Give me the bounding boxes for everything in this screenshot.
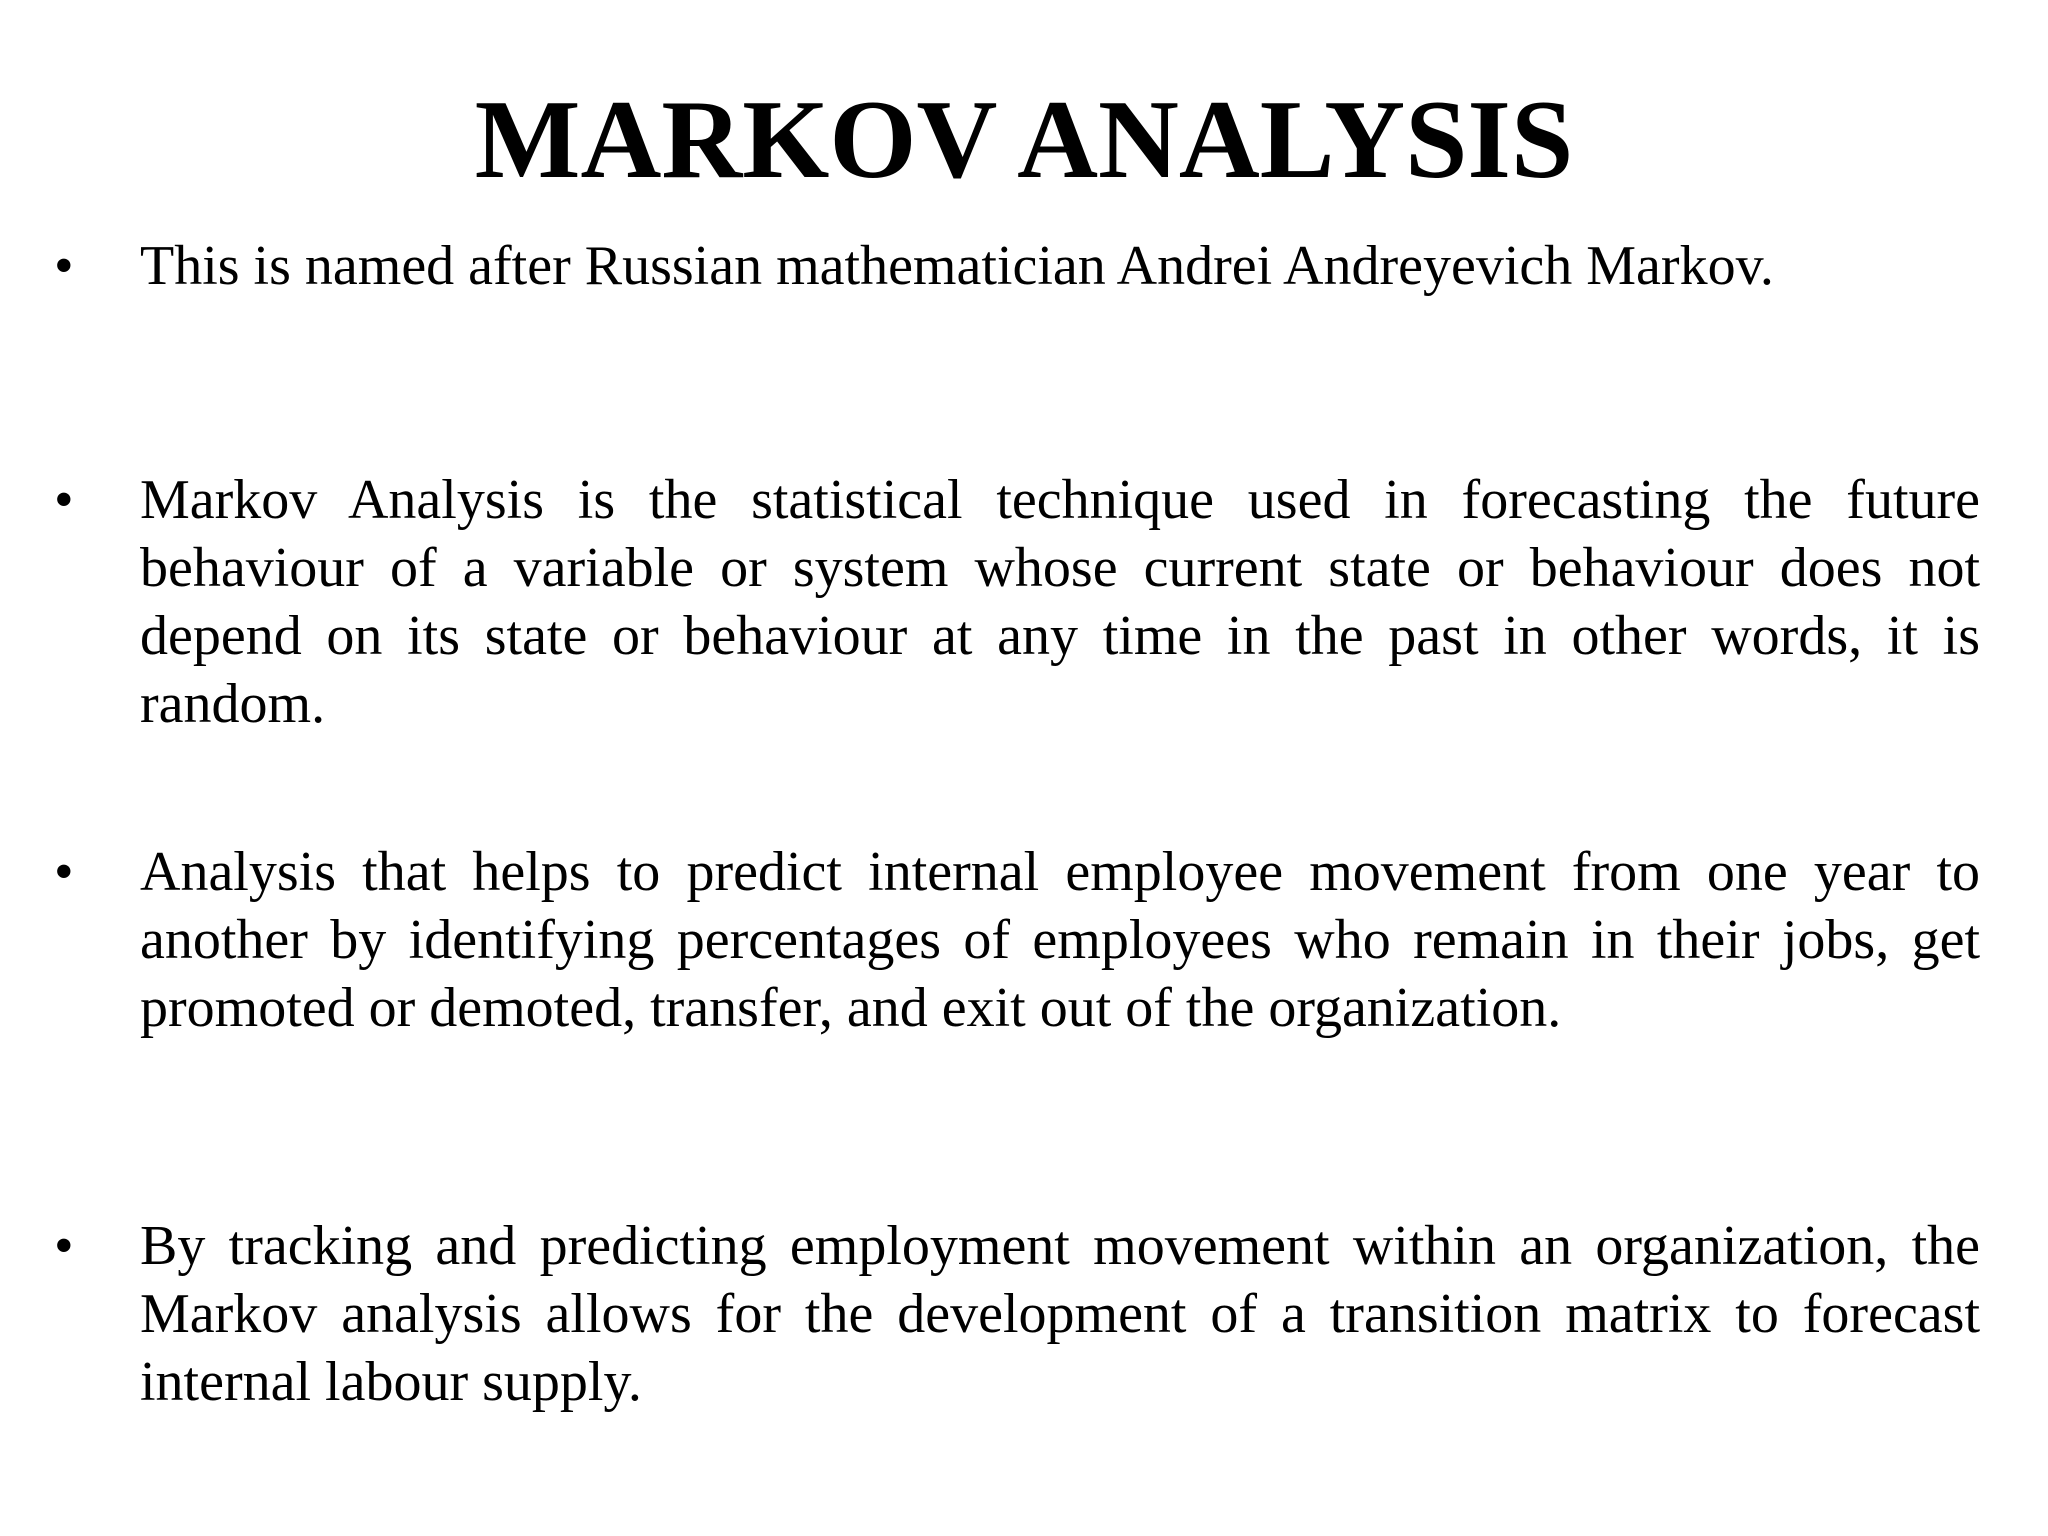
bullet-icon: • — [54, 469, 74, 531]
bullet-text: Analysis that helps to predict internal employee movement from one year to another by identifying percentages of employees who remain in their jobs, get promoted or demoted, transfer, and exit out of the organization. — [140, 841, 1980, 1039]
slide-title: MARKOV ANALYSIS — [474, 78, 1574, 202]
bullet-icon: • — [54, 1215, 74, 1277]
bullet-icon: • — [54, 235, 74, 297]
bullet-text: By tracking and predicting employment movement within an organization, the Markov analysis allows for the development of a transition matrix to forecast internal labour supply. — [140, 1215, 1980, 1413]
bullet-text: Markov Analysis is the statistical technique used in forecasting the future behaviour of a variable or system whose current state or behaviour does not depend on its state or behaviour at any time in the past in other words, it is random. — [140, 469, 1980, 735]
bullet-icon: • — [54, 841, 74, 903]
bullet-text: This is named after Russian mathematician Andrei Andreyevich Markov. — [140, 235, 1774, 297]
